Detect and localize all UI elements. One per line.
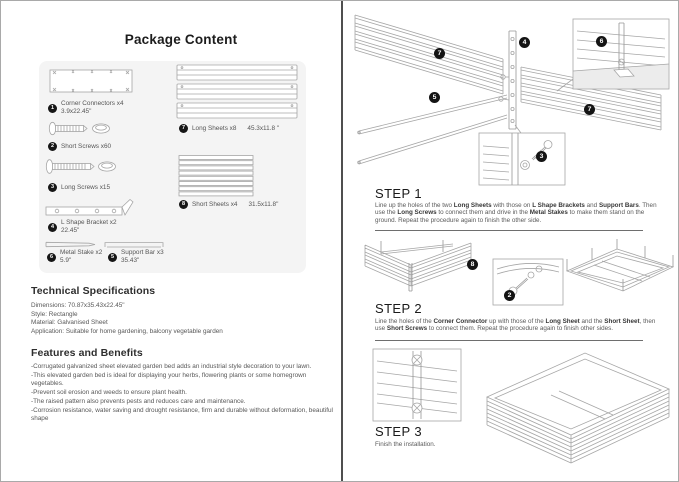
part-item-metal-stake xyxy=(47,249,102,265)
step1-heading: STEP 1 xyxy=(375,186,422,201)
part-number-badge: 6 xyxy=(47,253,56,262)
features-benefits-section xyxy=(31,347,333,424)
short-sheets-icon xyxy=(178,155,254,197)
part-label: Support Bar x3 xyxy=(121,249,164,256)
spec-application: Application: Suitable for home gardening, balcony vegetable garden xyxy=(31,328,223,336)
part-label: Long Sheets x8 xyxy=(192,124,237,132)
support-bar-icon xyxy=(103,241,165,248)
step1-assembly-diagram xyxy=(351,7,677,189)
part-item-support-bar xyxy=(108,249,164,265)
step3-assembly-diagram xyxy=(351,345,677,467)
metal-stake-detail-inset xyxy=(557,19,669,91)
part-item-corner-connectors xyxy=(48,100,124,116)
part-item-l-shape-bracket xyxy=(48,219,117,235)
short-screw-icon xyxy=(47,120,113,137)
part-number-badge: 3 xyxy=(48,183,57,192)
page-title: Package Content xyxy=(124,32,238,47)
step1-instructions: Line up the holes of the two Long Sheets with those on L Shape Brackets and Support Bars. Then use the Long Screws to connect them and drive in the Metal Stakes to make them stand on the ground. Repeat the procedure again to finish the other side. xyxy=(375,202,657,224)
badge-short-screw: 2 xyxy=(504,290,515,301)
part-label: Corner Connectors x4 xyxy=(61,100,124,107)
part-number-badge: 2 xyxy=(48,142,57,151)
feature-line: -The raised pattern also prevents pests and reduces care and maintenance. xyxy=(31,397,246,405)
badge-support-bar: 5 xyxy=(429,92,440,103)
part-size: 5.9" xyxy=(60,257,72,264)
long-sheets-icon xyxy=(176,64,298,119)
part-number-badge: 8 xyxy=(179,200,188,209)
short-screw-detail-inset xyxy=(493,259,563,305)
part-label: Metal Stake x2 xyxy=(60,249,103,256)
part-item-long-screws xyxy=(48,183,110,192)
corner-connector-icon xyxy=(47,66,135,96)
finished-bed-drawing xyxy=(487,353,669,463)
corner-assembly-drawing xyxy=(365,240,471,291)
part-size: 22.45" xyxy=(61,227,80,234)
part-size: 3.9x22.45" xyxy=(61,108,92,115)
badge-l-bracket: 4 xyxy=(519,37,530,48)
left-long-sheet-drawing xyxy=(355,15,503,94)
feature-line: -Corrugated galvanized sheet elevated garden bed adds an industrial style decoration to your lawn. xyxy=(31,363,312,370)
badge-long-screw: 3 xyxy=(536,151,547,162)
l-shape-bracket-icon xyxy=(44,198,134,217)
badge-metal-stake: 6 xyxy=(596,36,607,47)
part-label: L Shape Bracket x2 xyxy=(61,219,117,226)
part-size: 45.3x11.8 " xyxy=(247,124,280,132)
step3-heading: STEP 3 xyxy=(375,424,422,439)
badge-long-sheet: 7 xyxy=(434,48,445,59)
assembled-frame-drawing xyxy=(567,239,673,291)
part-number-badge: 5 xyxy=(108,253,117,262)
part-item-short-screws xyxy=(48,142,111,151)
part-number-badge: 7 xyxy=(179,124,188,133)
long-screw-detail-inset xyxy=(479,125,565,185)
badge-short-sheet: 8 xyxy=(467,259,478,270)
feature-line: -Corrosion resistance, water saving and drought resistance, firm and durable without deformation, beautiful shape xyxy=(31,406,333,423)
metal-stake-icon xyxy=(44,241,96,248)
part-size: 31.5x11.8" xyxy=(248,200,279,208)
divider-line xyxy=(375,230,643,231)
part-label: Short Screws x60 xyxy=(61,142,112,150)
l-shape-bracket-drawing xyxy=(499,31,516,129)
technical-specifications-section xyxy=(31,285,321,337)
spec-dimensions: Dimensions: 70.87x35.43x22.45" xyxy=(31,302,125,309)
badge-long-sheet: 7 xyxy=(584,104,595,115)
tech-specs-heading: Technical Specifications xyxy=(31,285,156,297)
part-label: Short Sheets x4 xyxy=(192,200,238,208)
part-number-badge: 4 xyxy=(48,223,57,232)
features-heading: Features and Benefits xyxy=(31,347,143,359)
feature-line: -Prevent soil erosion and weeds to ensure plant health. xyxy=(31,389,187,397)
part-label: Long Screws x15 xyxy=(61,183,111,191)
step3-instructions: Finish the installation. xyxy=(375,441,436,448)
divider-line xyxy=(375,340,643,341)
step2-heading: STEP 2 xyxy=(375,301,422,316)
part-item-short-sheets xyxy=(179,200,278,209)
spec-style: Style: Rectangle xyxy=(31,310,78,318)
part-size: 35.43" xyxy=(121,257,140,264)
parts-box xyxy=(39,61,306,273)
feature-line: -This elevated garden bed is ideal for displaying your herbs, flowering plants or some homegrown vegetables. xyxy=(31,371,307,388)
long-screw-icon xyxy=(44,157,118,176)
step2-instructions: Line the holes of the Corner Connector up with those of the Long Sheet and the Short Sheet, then use Short Screws to connect them. Repeat the procedure again to finish other sides. xyxy=(375,318,656,333)
page-divider xyxy=(341,1,343,482)
part-number-badge: 1 xyxy=(48,104,57,113)
bracket-screws-detail-inset xyxy=(373,349,461,421)
spec-material: Material: Galvanised Sheet xyxy=(31,319,108,327)
part-item-long-sheets xyxy=(179,124,279,133)
